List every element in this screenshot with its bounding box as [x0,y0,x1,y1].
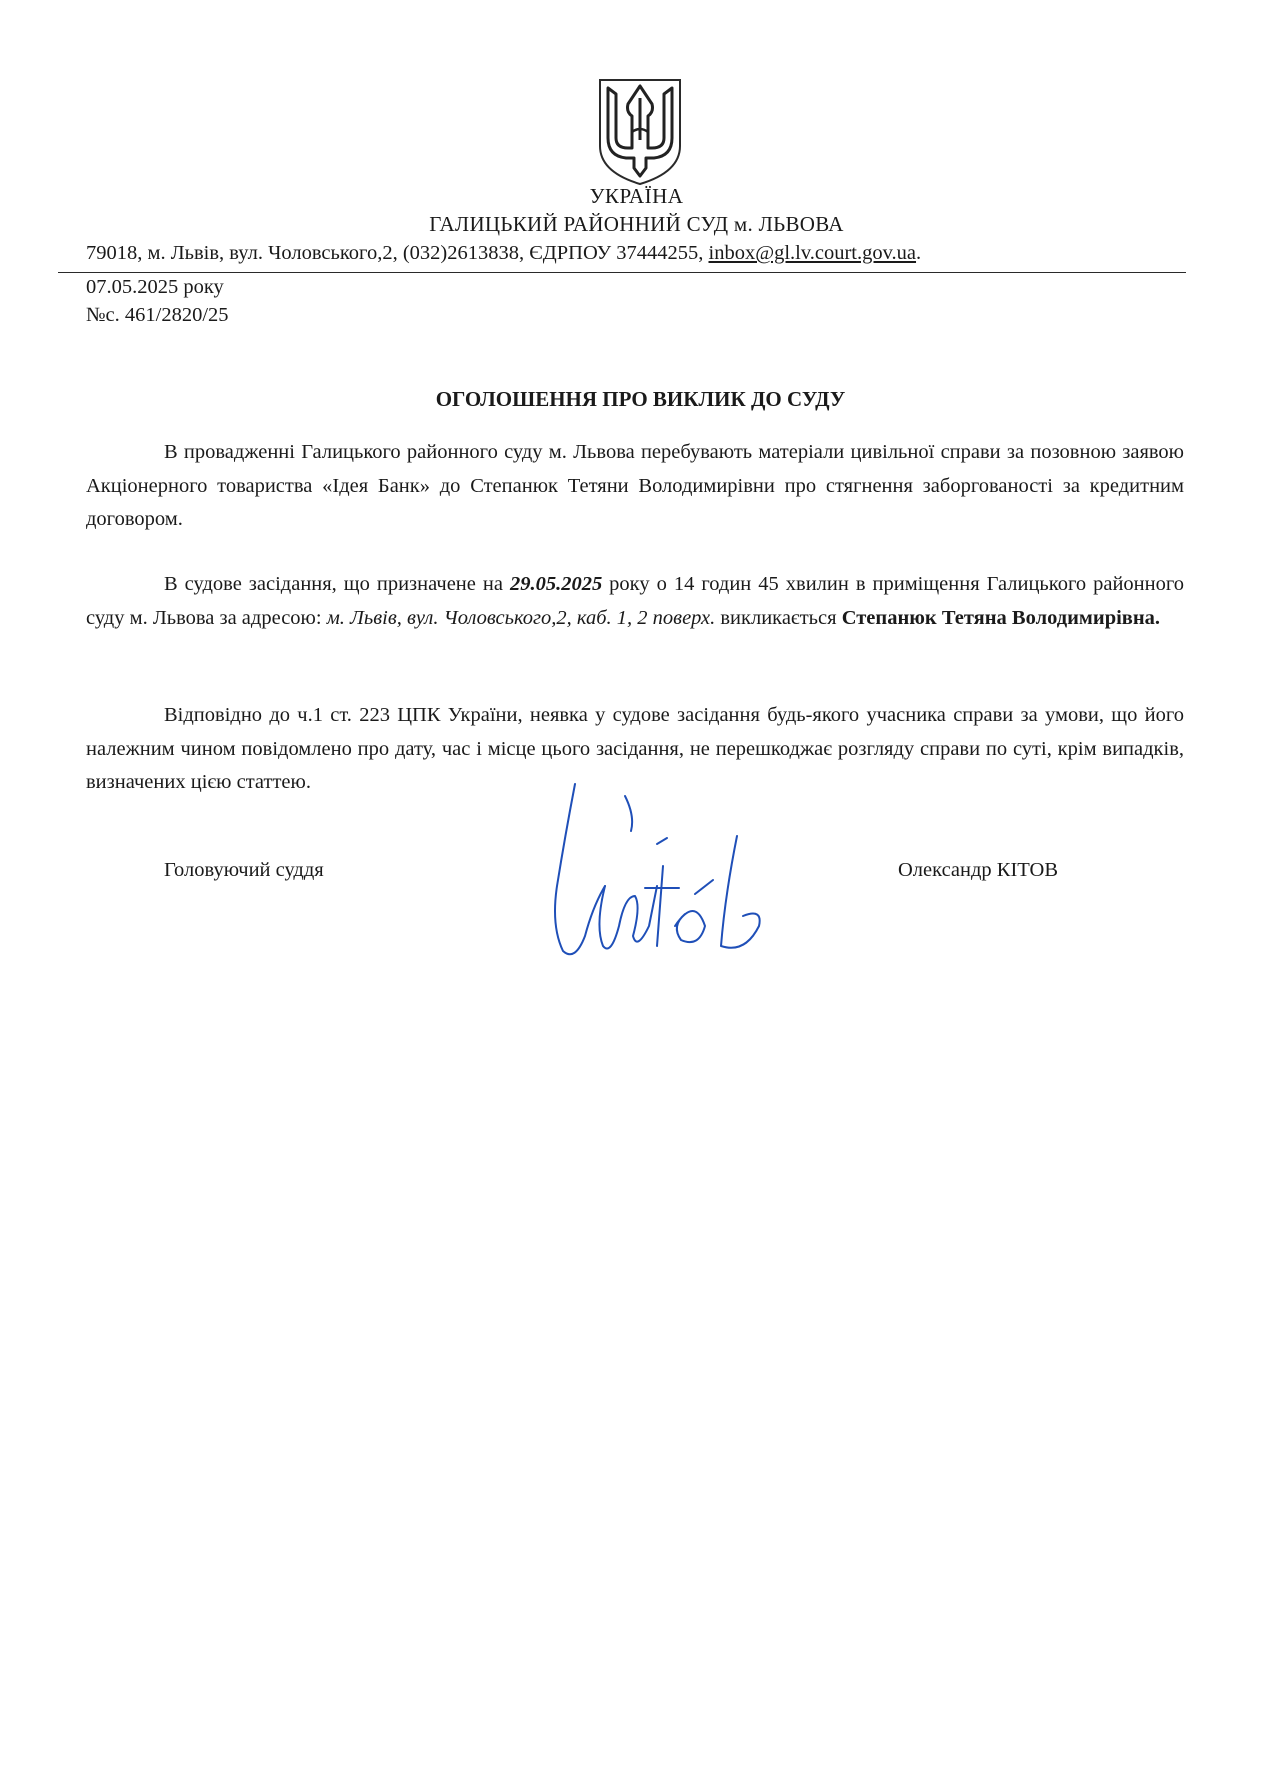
case-number: №с. 461/2820/25 [86,304,229,326]
document-title: ОГОЛОШЕННЯ ПРО ВИКЛИК ДО СУДУ [435,387,846,411]
hearing-date: 29.05.2025 [509,573,603,595]
paragraph-legal-basis: Відповідно до ч.1 ст. 223 ЦПК України, неявка у судове засідання будь-якого учасника справи за умови, що його належним чином повідомлено про дату, час і місце цього засідання, не перешкоджає розгляду справи по суті, крім випадків, визначених цією статтею. [86,704,1184,793]
email-link[interactable]: inbox@gl.lv.court.gov.ua [708,242,917,264]
court-name: ГАЛИЦЬКИЙ РАЙОННИЙ СУД м. ЛЬВОВА [429,212,844,236]
address-end: . [916,242,922,264]
summons-text-3: викликається [715,606,842,629]
summons-text-2: року о 14 годин 45 хвилин в приміщення Галицького районного суду м. Львова за адресою: [86,573,1184,629]
country-name: УКРАЇНА [589,184,684,208]
tryzub-coat-of-arms-icon [594,76,686,188]
document-date: 07.05.2025 року [86,276,224,298]
address-text: 79018, м. Львів, вул. Чоловського,2, (032)2613838, ЄДРПОУ 37444255, [86,242,709,264]
court-address [86,242,1186,265]
judge-name: Олександр КІТОВ [898,859,1059,881]
header-divider [58,272,1186,273]
judge-title: Головуючий суддя [164,859,324,881]
handwritten-signature [545,776,785,966]
summons-text-1: В судове засідання, що призначене на [164,573,510,595]
defendant-name: Степанюк Тетяна Володимирівна. [841,606,1161,629]
hearing-address: м. Львів, вул. Чоловського,2, каб. 1, 2 поверх. [326,606,716,629]
paragraph-summons [86,568,1184,635]
paragraph-proceedings: В провадженні Галицького районного суду м. Львова перебувають матеріали цивільної справи за позовною заявою Акціонерного товариства «Ідея Банк» до Степанюк Тетяни Володимирівни про стягнення заборгованості за кредитним договором. [86,441,1184,530]
